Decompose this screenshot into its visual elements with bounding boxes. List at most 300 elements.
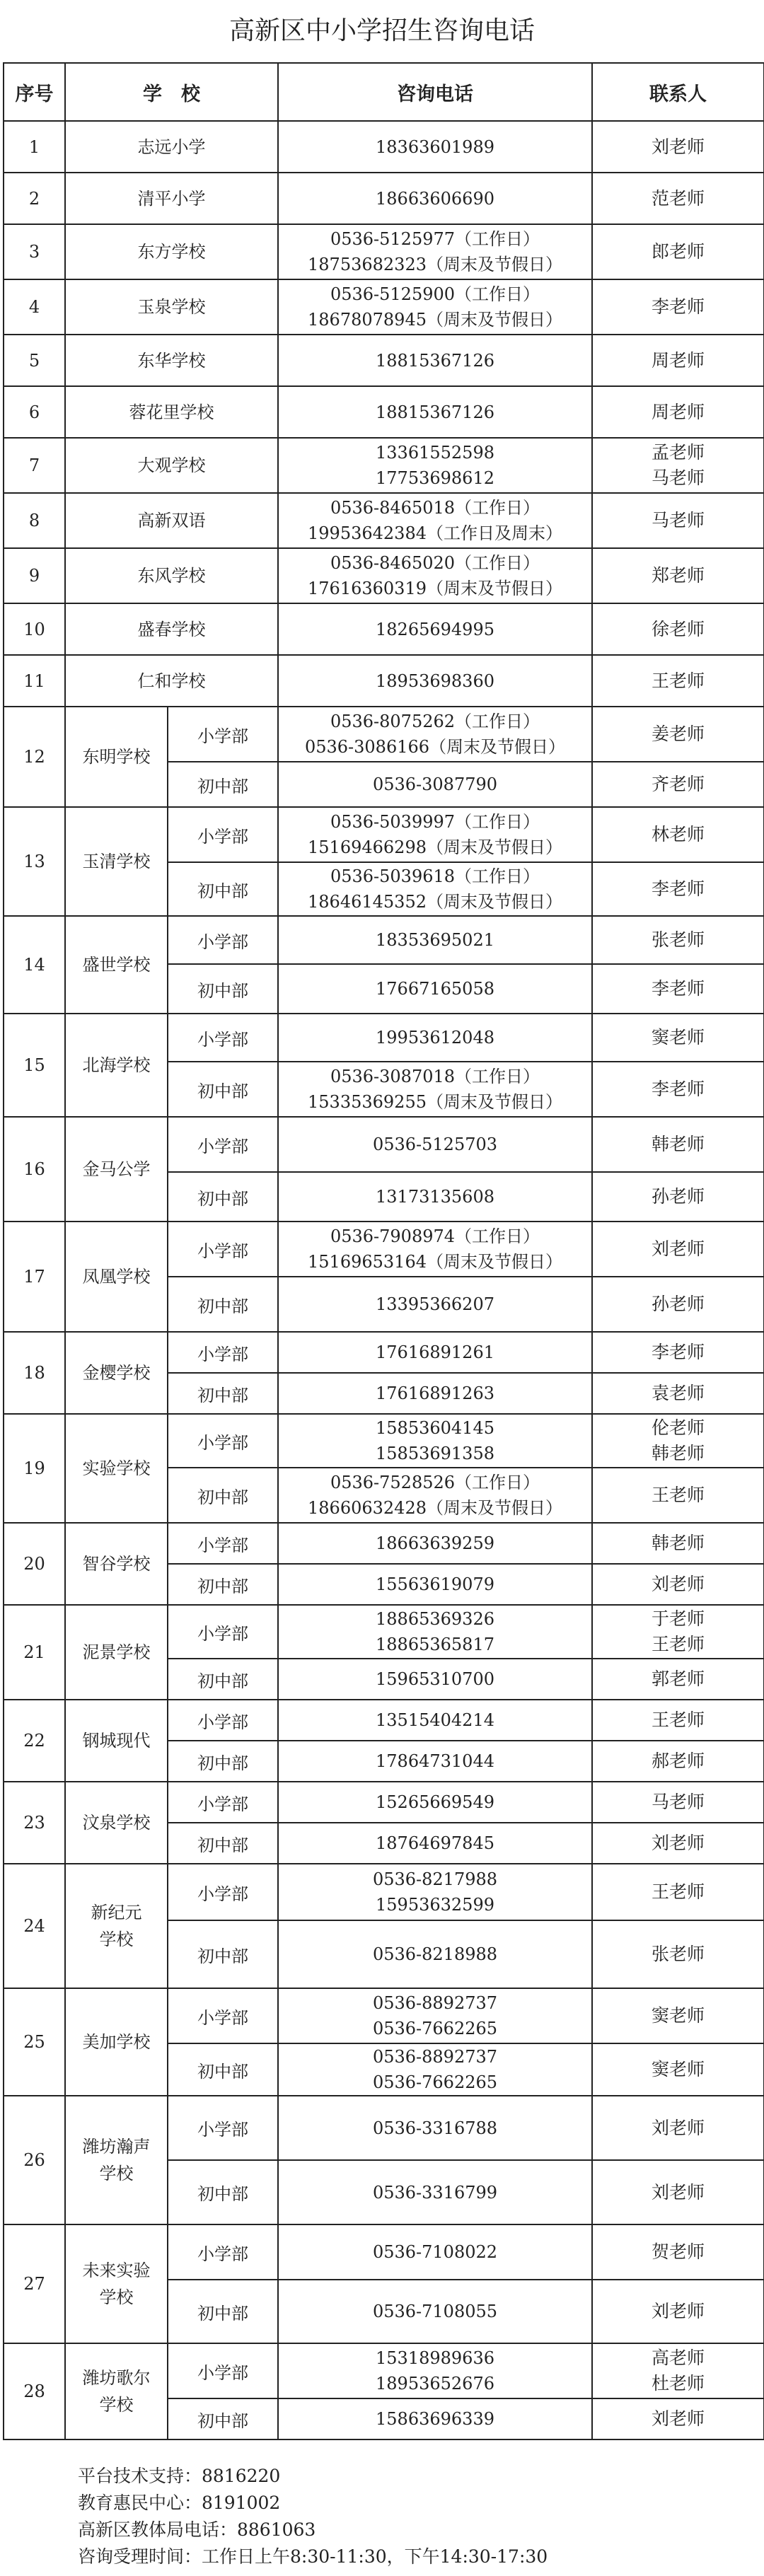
phone-cell: [278, 1062, 592, 1117]
phone-cell: [278, 2043, 592, 2096]
phone-number: 0536-3316799: [372, 2182, 498, 2203]
school-name: 金马公学: [65, 1117, 168, 1222]
school-name-line: 学校: [99, 2287, 134, 2307]
phone-number: 19953612048: [376, 1028, 494, 1048]
phone-cell: [278, 335, 592, 386]
phone-cell: [278, 1564, 592, 1605]
contact-cell: [592, 224, 764, 279]
row-number: 14: [4, 916, 65, 1014]
contact-cell: [592, 762, 764, 807]
table-row: [4, 548, 764, 603]
table-row: [4, 1117, 764, 1172]
phone-number: 18764697845: [376, 1833, 494, 1853]
table-row: [4, 1414, 764, 1468]
row-number: 12: [4, 707, 65, 807]
contact-name: 孙老师: [651, 1294, 705, 1314]
department-cell: 小学部: [168, 1782, 278, 1823]
phone-number: 0536-7108022: [372, 2242, 498, 2262]
page-title: 高新区中小学招生咨询电话: [228, 16, 535, 45]
phone-number: 17616360319（周末及节假日）: [308, 579, 562, 598]
table-row: [4, 1014, 764, 1062]
contact-cell: [592, 1373, 764, 1414]
row-number: 28: [4, 2343, 65, 2439]
contact-name: 杜老师: [651, 2373, 705, 2394]
phone-cell: [278, 1014, 592, 1062]
row-number: 21: [4, 1605, 65, 1700]
contact-name: 孟老师: [651, 442, 705, 463]
phone-number: 0536-7528526（工作日）: [330, 1473, 540, 1492]
contact-name: 韩老师: [651, 1443, 705, 1463]
phone-cell: [278, 707, 592, 762]
row-number: 27: [4, 2224, 65, 2343]
school-name: 盛世学校: [65, 916, 168, 1014]
phone-cell: [278, 1864, 592, 1920]
contact-name: 袁老师: [651, 1383, 705, 1403]
contact-name: 周老师: [651, 349, 705, 371]
phone-number: 0536-5125900（工作日）: [330, 284, 540, 304]
contact-name: 马老师: [651, 468, 705, 488]
phone-number: 18663639259: [376, 1533, 494, 1553]
contact-name: 贺老师: [651, 2241, 705, 2262]
contact-name: 马老师: [651, 510, 705, 530]
contact-name: 郑老师: [651, 565, 705, 586]
row-number: 17: [4, 1222, 65, 1332]
school-name: 志远小学: [65, 121, 278, 173]
table-row: [4, 707, 764, 762]
phone-number: 18865365817: [376, 1635, 494, 1654]
school-name: 钢城现代: [65, 1700, 168, 1782]
phone-number: 18815367126: [376, 350, 494, 371]
phone-number: 0536-7662265: [372, 2019, 498, 2038]
contact-cell: [592, 548, 764, 603]
phone-number: 0536-7908974（工作日）: [330, 1226, 540, 1246]
contact-cell: [592, 2280, 764, 2343]
contact-cell: [592, 2160, 764, 2224]
phone-cell: [278, 1523, 592, 1564]
contact-cell: [592, 807, 764, 862]
department-cell: 初中部: [168, 1823, 278, 1864]
contact-cell: [592, 707, 764, 762]
phone-number: 0536-5039997（工作日）: [330, 812, 540, 832]
school-name-line: 潍坊瀚声: [82, 2137, 151, 2157]
table-row: [4, 1988, 764, 2043]
phone-cell: [278, 1373, 592, 1414]
contact-cell: [592, 2343, 764, 2398]
table-row: [4, 807, 764, 862]
contact-cell: [592, 493, 764, 548]
phone-cell: [278, 1823, 592, 1864]
contact-name: 刘老师: [651, 2301, 705, 2321]
phone-number: 18646145352（周末及节假日）: [308, 892, 562, 912]
contact-cell: [592, 335, 764, 386]
department-cell: 初中部: [168, 964, 278, 1014]
contact-name: 刘老师: [651, 2117, 705, 2138]
phone-number: 15318989636: [376, 2348, 494, 2368]
phone-cell: [278, 655, 592, 707]
header-phone: 咨询电话: [278, 63, 592, 121]
phone-number: 0536-8218988: [372, 1944, 498, 1964]
school-name: 智谷学校: [65, 1523, 168, 1605]
department-cell: 小学部: [168, 1014, 278, 1062]
table-row: [4, 335, 764, 386]
contact-name: 李老师: [651, 296, 705, 317]
table-row: [4, 655, 764, 707]
table-row: [4, 1332, 764, 1373]
phone-number: 17667165058: [376, 979, 494, 999]
phone-number: 18753682323（周末及节假日）: [308, 255, 562, 274]
phone-cell: [278, 548, 592, 603]
school-name: [65, 2096, 168, 2224]
table-row: [4, 2224, 764, 2280]
contact-name: 于老师: [651, 1608, 705, 1629]
contact-cell: [592, 386, 764, 438]
phone-number: 0536-8892737: [372, 1993, 498, 2013]
department-cell: 初中部: [168, 1920, 278, 1988]
table-row: [4, 121, 764, 173]
table-row: [4, 1864, 764, 1920]
row-number: 2: [4, 173, 65, 224]
school-name: 玉清学校: [65, 807, 168, 916]
phone-number: 19953642384（工作日及周末）: [308, 523, 562, 543]
header-school: 学 校: [65, 63, 278, 121]
contact-name: 李老师: [651, 1079, 705, 1099]
phone-number: 0536-3316788: [372, 2118, 498, 2138]
contact-name: 张老师: [651, 1944, 705, 1964]
department-cell: 小学部: [168, 707, 278, 762]
contact-cell: [592, 1864, 764, 1920]
table-row: [4, 438, 764, 493]
phone-number: 18953652676: [376, 2374, 494, 2394]
table-row: [4, 1605, 764, 1659]
table-row: [4, 2343, 764, 2398]
phone-cell: [278, 1277, 592, 1332]
row-number: 24: [4, 1864, 65, 1988]
contact-name: 刘老师: [651, 1574, 705, 1594]
row-number: 26: [4, 2096, 65, 2224]
school-name: 高新双语: [65, 493, 278, 548]
footer-line: 教育惠民中心：8191002: [78, 2493, 281, 2513]
phone-cell: [278, 1332, 592, 1373]
phone-cell: [278, 173, 592, 224]
row-number: 15: [4, 1014, 65, 1117]
phone-cell: [278, 1605, 592, 1659]
phone-number: 17753698612: [376, 468, 494, 488]
contact-cell: [592, 121, 764, 173]
school-name: 东风学校: [65, 548, 278, 603]
department-cell: 初中部: [168, 862, 278, 916]
school-name: 东方学校: [65, 224, 278, 279]
contact-name: 韩老师: [651, 1134, 705, 1154]
school-name: 美加学校: [65, 1988, 168, 2096]
contact-name: 窦老师: [651, 1027, 705, 1048]
department-cell: 小学部: [168, 807, 278, 862]
row-number: 23: [4, 1782, 65, 1864]
school-name: 泥景学校: [65, 1605, 168, 1700]
contact-cell: [592, 279, 764, 335]
contact-cell: [592, 916, 764, 964]
phone-cell: [278, 2096, 592, 2160]
contact-name: 刘老师: [651, 1238, 705, 1259]
phone-cell: [278, 1172, 592, 1222]
contact-cell: [592, 1014, 764, 1062]
school-name-line: 潍坊歌尔: [82, 2368, 151, 2388]
department-cell: 小学部: [168, 1332, 278, 1373]
table-row: [4, 173, 764, 224]
phone-number: 0536-3087790: [372, 774, 498, 794]
contact-name: 马老师: [651, 1792, 705, 1812]
department-cell: 小学部: [168, 2224, 278, 2280]
phone-cell: [278, 2343, 592, 2398]
school-name: 玉泉学校: [65, 279, 278, 335]
contact-name: 李老师: [651, 1342, 705, 1362]
department-cell: 初中部: [168, 1564, 278, 1605]
phone-number: 0536-5125703: [372, 1135, 498, 1154]
phone-number: 18363601989: [376, 137, 494, 157]
contact-cell: [592, 603, 764, 655]
row-number: 13: [4, 807, 65, 916]
phone-number: 17616891261: [376, 1342, 494, 1362]
contact-name: 王老师: [651, 1710, 705, 1730]
footer-info: [78, 2463, 757, 2570]
phone-cell: [278, 862, 592, 916]
footer-line: 平台技术支持：8816220: [78, 2466, 281, 2486]
phone-cell: [278, 121, 592, 173]
contact-cell: [592, 1062, 764, 1117]
school-name-line: 未来实验: [82, 2261, 151, 2280]
contact-name: 周老师: [651, 401, 705, 422]
phone-number: 0536-7662265: [372, 2072, 498, 2092]
phone-cell: [278, 603, 592, 655]
phone-number: 0536-5125977（工作日）: [330, 229, 540, 249]
phone-number: 13515404214: [376, 1710, 494, 1730]
department-cell: 小学部: [168, 1988, 278, 2043]
phone-number: 0536-3086166（周末及节假日）: [304, 737, 566, 757]
phone-number: 0536-8465018（工作日）: [330, 498, 540, 518]
phone-number: 15853604145: [376, 1418, 494, 1438]
school-name-line: 学校: [99, 1930, 134, 1949]
department-cell: 初中部: [168, 2398, 278, 2439]
contact-name: 徐老师: [651, 618, 705, 639]
phone-number: 15863696339: [376, 2409, 494, 2429]
phone-number: 15169653164（周末及节假日）: [308, 1252, 562, 1272]
school-name: 仁和学校: [65, 655, 278, 707]
school-name: 盛春学校: [65, 603, 278, 655]
footer-line: 咨询受理时间：工作日上午8:30-11:30，下午14:30-17:30: [78, 2546, 548, 2567]
contact-name: 伦老师: [651, 1417, 705, 1438]
school-name: 凤凰学校: [65, 1222, 168, 1332]
school-name: 汶泉学校: [65, 1782, 168, 1864]
phone-cell: [278, 2160, 592, 2224]
table-header-row: [4, 63, 764, 121]
contact-name: 齐老师: [651, 774, 705, 794]
contact-name: 张老师: [651, 929, 705, 950]
row-number: 8: [4, 493, 65, 548]
contact-name: 孙老师: [651, 1186, 705, 1207]
phone-number: 15563619079: [376, 1574, 494, 1594]
phone-cell: [278, 1222, 592, 1277]
contact-cell: [592, 1172, 764, 1222]
phone-number: 17864731044: [376, 1751, 494, 1771]
department-cell: 小学部: [168, 2343, 278, 2398]
row-number: 3: [4, 224, 65, 279]
contact-cell: [592, 1523, 764, 1564]
phone-cell: [278, 386, 592, 438]
row-number: 6: [4, 386, 65, 438]
contact-name: 郝老师: [651, 1751, 705, 1771]
contact-name: 郭老师: [651, 1669, 705, 1689]
phone-cell: [278, 2398, 592, 2439]
department-cell: 初中部: [168, 1659, 278, 1700]
phone-cell: [278, 1468, 592, 1523]
contact-cell: [592, 1414, 764, 1468]
row-number: 9: [4, 548, 65, 603]
phone-cell: [278, 916, 592, 964]
table-row: [4, 224, 764, 279]
department-cell: 初中部: [168, 1172, 278, 1222]
contact-name: 王老师: [651, 1881, 705, 1902]
contact-name: 王老师: [651, 670, 705, 691]
phone-cell: [278, 807, 592, 862]
contact-cell: [592, 2224, 764, 2280]
school-name: [65, 2343, 168, 2439]
phone-number: 0536-3087018（工作日）: [330, 1067, 540, 1086]
contact-name: 刘老师: [651, 2408, 705, 2429]
contact-cell: [592, 2398, 764, 2439]
contact-cell: [592, 1332, 764, 1373]
row-number: 11: [4, 655, 65, 707]
contact-cell: [592, 1823, 764, 1864]
department-cell: 小学部: [168, 2096, 278, 2160]
department-cell: 小学部: [168, 1117, 278, 1172]
table-row: [4, 386, 764, 438]
row-number: 16: [4, 1117, 65, 1222]
header-contact: 联系人: [592, 63, 764, 121]
contact-cell: [592, 1988, 764, 2043]
contact-cell: [592, 1468, 764, 1523]
phone-number: 0536-8217988: [372, 1869, 498, 1889]
table-row: [4, 916, 764, 964]
phone-number: 15265669549: [376, 1792, 494, 1812]
phone-cell: [278, 279, 592, 335]
phone-number: 17616891263: [376, 1383, 494, 1403]
phone-cell: [278, 1659, 592, 1700]
phone-cell: [278, 2280, 592, 2343]
department-cell: 初中部: [168, 2043, 278, 2096]
phone-cell: [278, 2224, 592, 2280]
phone-number: 0536-5039618（工作日）: [330, 866, 540, 886]
phone-number: 13395366207: [376, 1294, 494, 1314]
contact-cell: [592, 1564, 764, 1605]
phone-cell: [278, 964, 592, 1014]
row-number: 18: [4, 1332, 65, 1414]
contact-name: 刘老师: [651, 1833, 705, 1853]
table-row: [4, 603, 764, 655]
contact-name: 高老师: [651, 2348, 705, 2368]
contact-cell: [592, 438, 764, 493]
school-name-line: 新纪元: [91, 1903, 142, 1922]
phone-cell: [278, 1920, 592, 1988]
phone-cell: [278, 1782, 592, 1823]
contact-name: 郎老师: [651, 241, 705, 262]
department-cell: 小学部: [168, 1605, 278, 1659]
phone-number: 13173135608: [376, 1187, 494, 1207]
phone-table: [3, 62, 764, 2440]
phone-cell: [278, 1741, 592, 1782]
school-name: 实验学校: [65, 1414, 168, 1523]
department-cell: 初中部: [168, 762, 278, 807]
contact-name: 范老师: [651, 187, 705, 209]
contact-name: 李老师: [651, 878, 705, 899]
contact-cell: [592, 1605, 764, 1659]
contact-cell: [592, 173, 764, 224]
table-row: [4, 1523, 764, 1564]
row-number: 10: [4, 603, 65, 655]
school-name: [65, 2224, 168, 2343]
phone-number: 18815367126: [376, 402, 494, 422]
school-name: 金樱学校: [65, 1332, 168, 1414]
school-name: 大观学校: [65, 438, 278, 493]
phone-number: 18265694995: [376, 619, 494, 639]
phone-number: 15853691358: [376, 1444, 494, 1463]
row-number: 25: [4, 1988, 65, 2096]
department-cell: 初中部: [168, 1062, 278, 1117]
phone-cell: [278, 1117, 592, 1172]
contact-name: 韩老师: [651, 1533, 705, 1553]
contact-cell: [592, 1277, 764, 1332]
phone-number: 15169466298（周末及节假日）: [308, 837, 562, 857]
phone-number: 13361552598: [376, 443, 494, 463]
department-cell: 初中部: [168, 2160, 278, 2224]
phone-cell: [278, 493, 592, 548]
contact-cell: [592, 964, 764, 1014]
phone-number: 0536-8465020（工作日）: [330, 553, 540, 573]
contact-name: 刘老师: [651, 136, 705, 157]
department-cell: 小学部: [168, 1222, 278, 1277]
phone-cell: [278, 1700, 592, 1741]
row-number: 7: [4, 438, 65, 493]
contact-cell: [592, 1659, 764, 1700]
table-row: [4, 1222, 764, 1277]
contact-cell: [592, 2096, 764, 2160]
row-number: 20: [4, 1523, 65, 1605]
contact-cell: [592, 862, 764, 916]
department-cell: 初中部: [168, 2280, 278, 2343]
contact-cell: [592, 655, 764, 707]
school-name: 北海学校: [65, 1014, 168, 1117]
phone-number: 18660632428（周末及节假日）: [308, 1498, 562, 1518]
contact-name: 李老师: [651, 978, 705, 999]
department-cell: 小学部: [168, 1700, 278, 1741]
school-name-line: 学校: [99, 2164, 134, 2183]
contact-cell: [592, 1700, 764, 1741]
phone-number: 15335369255（周末及节假日）: [308, 1092, 562, 1112]
table-row: [4, 1700, 764, 1741]
row-number: 5: [4, 335, 65, 386]
department-cell: 初中部: [168, 1277, 278, 1332]
phone-number: 0536-8075262（工作日）: [330, 712, 540, 731]
phone-number: 0536-7108055: [372, 2302, 498, 2321]
school-name: 蓉花里学校: [65, 386, 278, 438]
department-cell: 小学部: [168, 1414, 278, 1468]
contact-cell: [592, 1117, 764, 1172]
table-row: [4, 2096, 764, 2160]
contact-name: 王老师: [651, 1634, 705, 1654]
phone-cell: [278, 438, 592, 493]
row-number: 22: [4, 1700, 65, 1782]
contact-name: 姜老师: [651, 724, 705, 744]
department-cell: 初中部: [168, 1373, 278, 1414]
contact-name: 林老师: [651, 824, 705, 845]
